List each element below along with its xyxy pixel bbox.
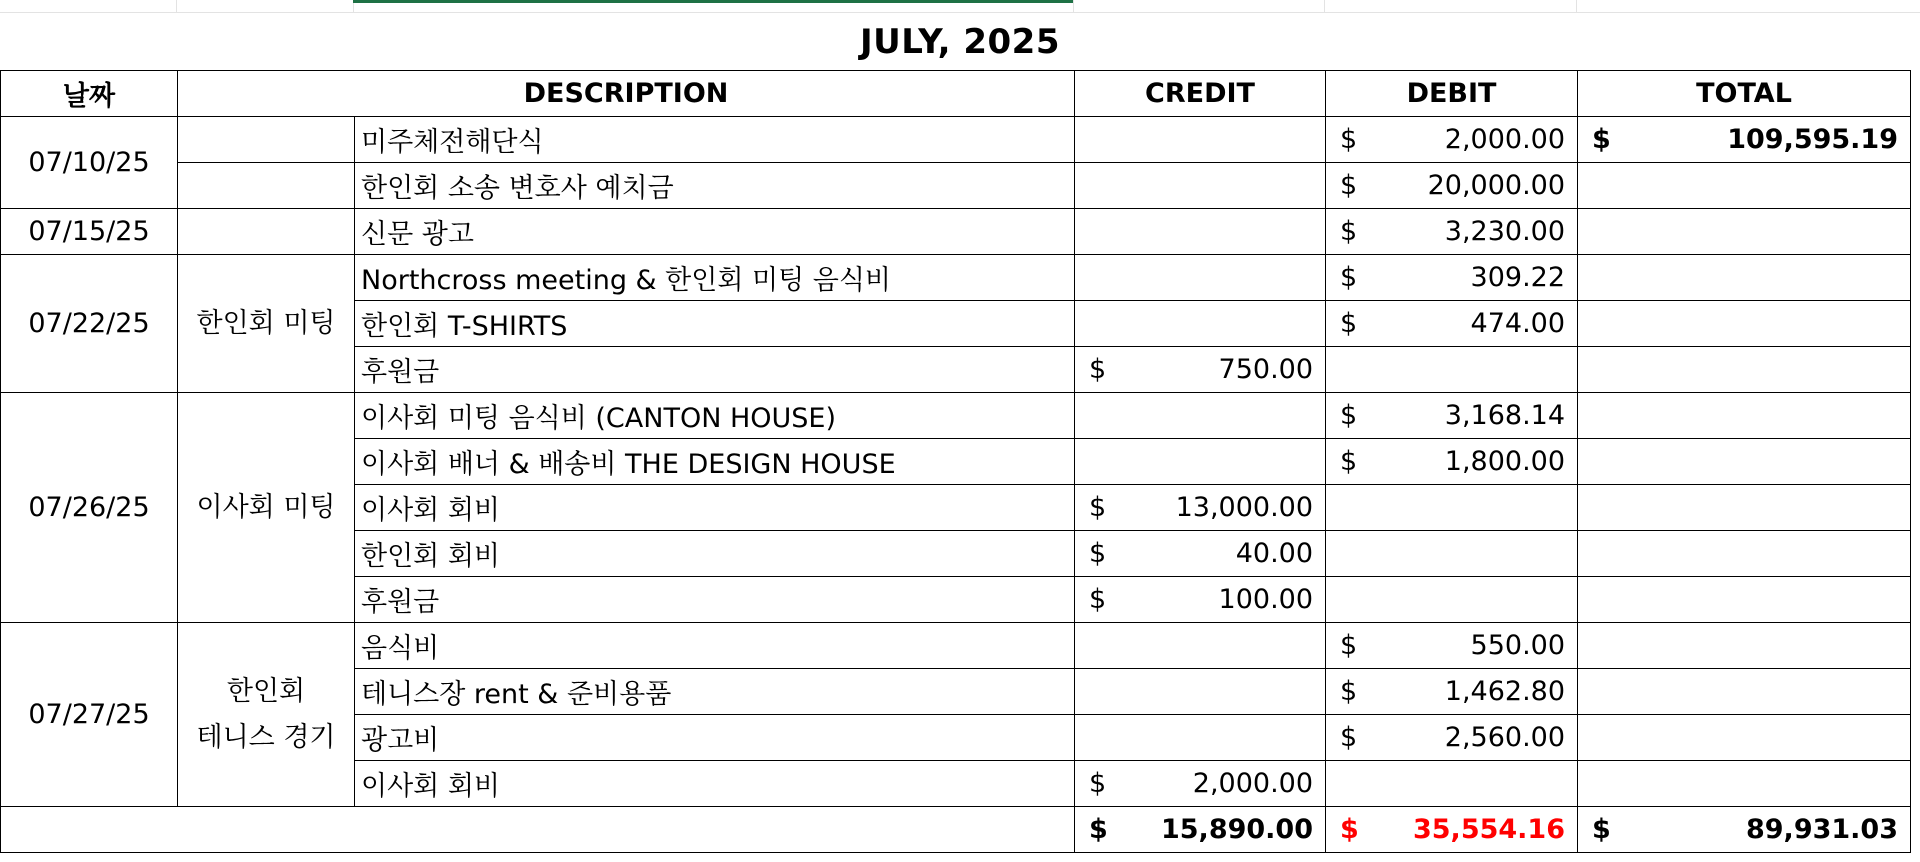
- debit-amount: 474.00: [1470, 308, 1566, 339]
- description-cell[interactable]: 이사회 미팅 음식비 (CANTON HOUSE): [355, 393, 1075, 439]
- currency-symbol: $: [1089, 492, 1107, 523]
- debit-amount: 3,230.00: [1444, 216, 1566, 247]
- currency-symbol: $: [1089, 814, 1108, 845]
- group-cell[interactable]: [178, 623, 355, 807]
- grand-total-amount: 89,931.03: [1745, 814, 1899, 845]
- debit-cell[interactable]: [1326, 117, 1578, 163]
- table-row: [1, 209, 1911, 255]
- gridline: [1324, 0, 1325, 12]
- debit-total-amount: 35,554.16: [1412, 814, 1566, 845]
- debit-cell[interactable]: [1326, 163, 1578, 209]
- debit-cell[interactable]: [1326, 761, 1578, 807]
- credit-total-cell[interactable]: [1075, 807, 1326, 853]
- credit-cell[interactable]: [1075, 623, 1326, 669]
- group-cell[interactable]: [178, 117, 355, 163]
- total-cell[interactable]: [1578, 439, 1911, 485]
- description-cell[interactable]: 한인회 회비: [355, 531, 1075, 577]
- credit-cell[interactable]: [1075, 117, 1326, 163]
- currency-symbol: $: [1340, 814, 1359, 845]
- header-description[interactable]: DESCRIPTION: [178, 71, 1075, 117]
- debit-amount: 20,000.00: [1427, 170, 1566, 201]
- credit-cell[interactable]: [1075, 301, 1326, 347]
- credit-cell[interactable]: [1075, 761, 1326, 807]
- total-cell[interactable]: [1578, 393, 1911, 439]
- description-cell[interactable]: 이사회 배너 & 배송비 THE DESIGN HOUSE: [355, 439, 1075, 485]
- currency-symbol: $: [1340, 262, 1358, 293]
- total-cell[interactable]: [1578, 347, 1911, 393]
- header-debit[interactable]: DEBIT: [1326, 71, 1578, 117]
- header-total[interactable]: TOTAL: [1578, 71, 1911, 117]
- date-cell[interactable]: 07/26/25: [1, 393, 178, 623]
- group-cell[interactable]: 이사회 미팅: [178, 393, 355, 623]
- date-cell[interactable]: 07/22/25: [1, 255, 178, 393]
- currency-symbol: $: [1089, 538, 1107, 569]
- total-cell[interactable]: [1578, 255, 1911, 301]
- header-credit[interactable]: CREDIT: [1075, 71, 1326, 117]
- total-cell[interactable]: [1578, 209, 1911, 255]
- description-cell[interactable]: 후원금: [355, 347, 1075, 393]
- totals-row: [1, 807, 1911, 853]
- debit-cell[interactable]: [1326, 439, 1578, 485]
- credit-cell[interactable]: [1075, 347, 1326, 393]
- debit-cell[interactable]: [1326, 255, 1578, 301]
- group-cell[interactable]: 한인회 미팅: [178, 255, 355, 393]
- credit-amount: 13,000.00: [1175, 492, 1314, 523]
- debit-amount: 3,168.14: [1444, 400, 1566, 431]
- sheet-title[interactable]: JULY, 2025: [859, 22, 1060, 62]
- currency-symbol: $: [1340, 216, 1358, 247]
- credit-total-amount: 15,890.00: [1160, 814, 1314, 845]
- credit-amount: 100.00: [1218, 584, 1314, 615]
- group-cell[interactable]: [178, 209, 355, 255]
- credit-cell[interactable]: [1075, 255, 1326, 301]
- currency-symbol: $: [1340, 124, 1358, 155]
- description-cell[interactable]: 한인회 T-SHIRTS: [355, 301, 1075, 347]
- credit-cell[interactable]: [1075, 209, 1326, 255]
- debit-cell[interactable]: [1326, 347, 1578, 393]
- header-date[interactable]: 날짜: [1, 71, 178, 117]
- description-cell[interactable]: 음식비: [355, 623, 1075, 669]
- debit-cell[interactable]: [1326, 531, 1578, 577]
- currency-symbol: $: [1340, 722, 1358, 753]
- credit-amount: 40.00: [1235, 538, 1314, 569]
- credit-amount: 750.00: [1218, 354, 1314, 385]
- currency-symbol: $: [1089, 354, 1107, 385]
- credit-cell[interactable]: [1075, 715, 1326, 761]
- debit-cell[interactable]: [1326, 623, 1578, 669]
- header-row: [1, 71, 1911, 117]
- total-cell[interactable]: [1578, 761, 1911, 807]
- currency-symbol: $: [1340, 170, 1358, 201]
- currency-symbol: $: [1340, 400, 1358, 431]
- total-cell[interactable]: [1578, 715, 1911, 761]
- group-label-line1: 한인회: [226, 675, 306, 707]
- currency-symbol: $: [1089, 584, 1107, 615]
- debit-cell[interactable]: [1326, 301, 1578, 347]
- table-row: [1, 163, 1911, 209]
- date-cell[interactable]: 07/15/25: [1, 209, 178, 255]
- total-cell[interactable]: [1578, 669, 1911, 715]
- table-row: [1, 255, 1911, 301]
- debit-cell[interactable]: [1326, 209, 1578, 255]
- total-cell[interactable]: [1578, 577, 1911, 623]
- description-cell[interactable]: 광고비: [355, 715, 1075, 761]
- credit-amount: 2,000.00: [1192, 768, 1314, 799]
- credit-cell[interactable]: [1075, 393, 1326, 439]
- credit-cell[interactable]: [1075, 485, 1326, 531]
- opening-total-amount: 109,595.19: [1727, 124, 1899, 155]
- group-label-line2: 테니스 경기: [196, 721, 336, 753]
- debit-amount: 309.22: [1470, 262, 1566, 293]
- description-cell[interactable]: Northcross meeting & 한인회 미팅 음식비: [355, 255, 1075, 301]
- debit-amount: 550.00: [1470, 630, 1566, 661]
- total-cell[interactable]: [1578, 117, 1911, 163]
- debit-cell[interactable]: [1326, 669, 1578, 715]
- currency-symbol: $: [1592, 124, 1611, 155]
- currency-symbol: $: [1089, 768, 1107, 799]
- debit-cell[interactable]: [1326, 577, 1578, 623]
- totals-label-cell[interactable]: [1, 807, 1075, 853]
- description-cell[interactable]: 테니스장 rent & 준비용품: [355, 669, 1075, 715]
- description-cell[interactable]: 후원금: [355, 577, 1075, 623]
- credit-cell[interactable]: [1075, 439, 1326, 485]
- debit-cell[interactable]: [1326, 715, 1578, 761]
- currency-symbol: $: [1340, 308, 1358, 339]
- total-cell[interactable]: [1578, 485, 1911, 531]
- table-row: [1, 623, 1911, 669]
- debit-cell[interactable]: [1326, 485, 1578, 531]
- description-cell[interactable]: 신문 광고: [355, 209, 1075, 255]
- credit-cell[interactable]: [1075, 669, 1326, 715]
- total-cell[interactable]: [1578, 531, 1911, 577]
- total-cell[interactable]: [1578, 163, 1911, 209]
- currency-symbol: $: [1340, 630, 1358, 661]
- description-cell[interactable]: 이사회 회비: [355, 485, 1075, 531]
- currency-symbol: $: [1592, 814, 1611, 845]
- grand-total-cell[interactable]: [1578, 807, 1911, 853]
- ledger-table: [0, 70, 1911, 853]
- total-cell[interactable]: [1578, 623, 1911, 669]
- gridline: [1073, 0, 1074, 12]
- cell-selection-indicator: [353, 0, 1073, 3]
- gridline: [176, 0, 177, 12]
- table-row: [1, 393, 1911, 439]
- debit-amount: 2,000.00: [1444, 124, 1566, 155]
- debit-amount: 1,462.80: [1444, 676, 1566, 707]
- credit-cell[interactable]: [1075, 163, 1326, 209]
- credit-cell[interactable]: [1075, 577, 1326, 623]
- credit-cell[interactable]: [1075, 531, 1326, 577]
- date-cell[interactable]: 07/27/25: [1, 623, 178, 807]
- currency-symbol: $: [1340, 446, 1358, 477]
- description-cell[interactable]: 미주체전해단식: [355, 117, 1075, 163]
- gridline: [1576, 0, 1577, 12]
- description-cell[interactable]: 이사회 회비: [355, 761, 1075, 807]
- debit-cell[interactable]: [1326, 393, 1578, 439]
- currency-symbol: $: [1340, 676, 1358, 707]
- description-cell[interactable]: 한인회 소송 변호사 예치금: [355, 163, 1075, 209]
- debit-total-cell[interactable]: [1326, 807, 1578, 853]
- debit-amount: 2,560.00: [1444, 722, 1566, 753]
- table-row: [1, 117, 1911, 163]
- date-cell[interactable]: 07/10/25: [1, 117, 178, 209]
- total-cell[interactable]: [1578, 301, 1911, 347]
- group-cell[interactable]: [178, 163, 355, 209]
- debit-amount: 1,800.00: [1444, 446, 1566, 477]
